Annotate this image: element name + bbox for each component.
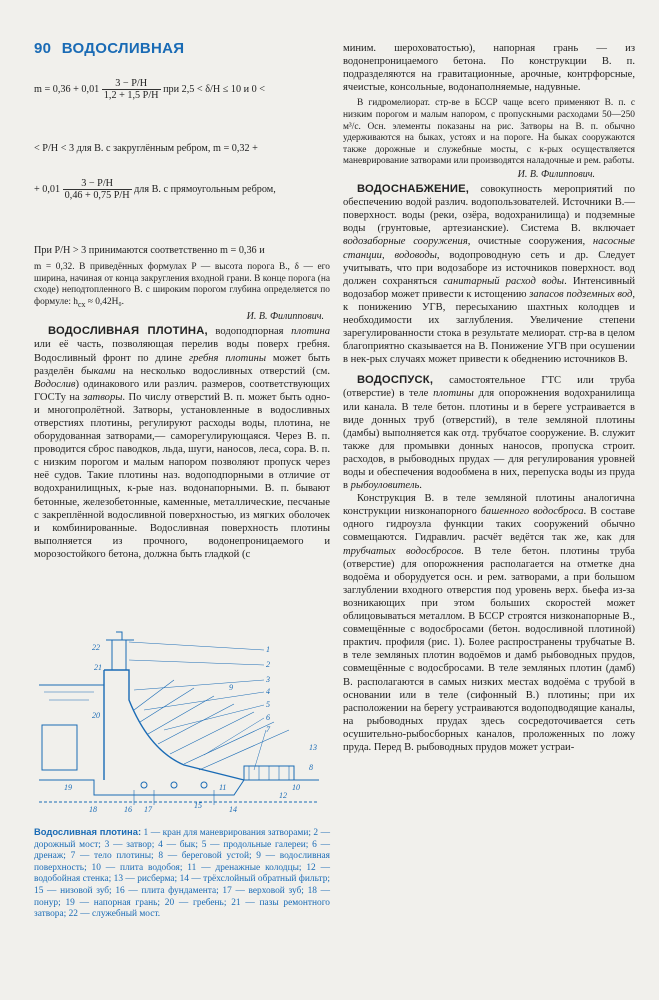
caption-title: Водосливная плотина: [34,826,142,837]
formula-1-numerator: 3 − P/H [102,78,161,90]
fig-label: 5 [266,700,270,709]
article-heading: ВОДОСЛИВНАЯ ПЛОТИНА, [48,325,208,338]
article-vodoslivnaya-plotina: ВОДОСЛИВНАЯ ПЛОТИНА, водоподпорная плотина или её часть, позволяющая перелив воды поверх гребня. Водосливный фронт по длине гребня плотины может быть разделён быками на несколько водосливных отверстий (см. Водослив) одинакового или различ. размеров, соответствующих ГОСТу на затворы. По числу отверстий В. п. может быть одно- и многопролётной. Затворы, установленные в водосливных отверстиях плотины, регулируют расходы воды, плотина, не оборудованная затворами,— саморегулирующаяся. Через В. п. проводится сброс паводков, льда, шуги, наносов, леса, сора. В. п. с низким порогом и малым напором позволяют пропуск через неё судов. Такие плотины наз. водоподпорными в отличие от водохранилищных, к-рые наз. водонапорными. В. п. бывают бетонные, железобетонные, каменные, металлические, песчаные с закреплённой водосливной поверхностью, из мягких оболочек и комбинированные. Водосливная поверхность плотины выполняется из прочного, водонепроницаемого и морозостойкого бетона, должна быть гладкой (с [34,325,330,560]
formula-3-denominator: 0,46 + 0,75 P/H [64,190,130,201]
formula-1-condition: при 2,5 < δ/H ≤ 10 и 0 < [163,83,265,95]
signature-2: И. В. Филиппович. [517,168,595,180]
running-title: ВОДОСЛИВНАЯ [61,40,185,57]
fig-label: 19 [64,783,72,792]
vodospusk-construction: Конструкция В. в теле земляной плотины аналогична конструкции низконапорного башенного водосброса. В составе одного гидроузла функции таких сооружений обычно совмещаются. Гидравлич. расчёт ведётся так же, как для трубчатых водосбросов. В теле бетон. плотины труба (отверстие) для опорожнения располагается на отметке дна водоёма и оборудуется осн. и рем. затворами, а при большом заглублении входного отверстия под уровень верх. бьефа из-за возникающих при этом больших скоростей может облицовываться металлом. В БССР строятся низконапорные В., совмещённые с водосбросами (бетон. водосливной плотиной) практич. профиля (рис. 1). Более распространены трубчатые В. в теле земляных плотин водоёмов и дамб рыбоводных прудов, совмещённые с водосбросами. В теле земляных плотин (дамб) В. располагаются в самых низких местах водоёма с трубой в основании или в теле (сифонный В.) плотины; при их расположении на берегу устраиваются водоподводящие каналы, на рыбоводных прудах здесь сосредоточивается сеть осушительно-рыбосборных каналов, проложенных по ложу пруда. Перед В. рыбоводных прудов может устраи- [343,493,635,753]
formula-3-numerator: 3 − P/H [63,178,132,190]
figure-caption [34,826,330,921]
fig-label: 21 [94,663,102,672]
bssr-note: В гидромелиорат. стр-ве в БССР чаще всего применяют В. п. с низким порогом и малым напором, с пропускными расходами 50—250 м³/с. Осн. элементы показаны на рис. Затворы на В. п. обычно удерживаются на быках, устоях и на пороге. На быках сооружаются также дорожные и служебные мосты, с к-рых осуществляется маневрирование затворами или производятся наладочные и рем. работы. [343,98,635,167]
article-vodospusk: ВОДОСПУСК, самостоятельное ГТС или труба (отверстие) в теле плотины для опорожнения водохранилища или канала. В теле бетон. плотины и в береге устраивается в виде донных труб (отверстий), в теле земляной плотины (дамбы) выполняется как отд. трубчатое сооружение. В. служит также для промывки донных наносов, пропуска строит. расходов, в рыбоводных прудах — для регулирования уровней воды и обеспечения водообмена в них, перепуска воды из пруда в рыбоуловитель. [343,374,635,492]
fig-label: 16 [124,805,132,814]
fig-label: 11 [219,783,227,792]
fig-label: 15 [194,801,202,810]
page-number: 90 [34,40,52,57]
formula-2-text: < P/H < 3 для В. с закруглённым ребром, m = 0,32 + [34,143,258,154]
left-column [34,262,330,561]
formula-1 [34,78,330,101]
fig-label: 14 [229,805,237,814]
article-vodosnabzhenie: ВОДОСНАБЖЕНИЕ, совокупность мероприятий по обеспечению водой различ. водопользователей. Источники В.— поверхност. воды (реки, озёра, водохранилища) и подземные воды (грунтовые, артезианские). Система В. включает водозаборные сооружения, очистные сооружения, насосные станции, водоводы, водопроводную сеть и др. Следует учитывать, что при водозаборе из источников поверхност. вод должен сохраняться санитарный расход воды. Интенсивный водозабор может привести к истощению запасов подземных вод, к понижению УГВ, пересыханию шахтных колодцев и необходимости их заглубления. Увеличение степени зарегулированности стока в результате мелиорат. стр-ва в целом благоприятно сказывается на В. Понижение УГВ при осушении в нек-рых случаях может привести к обеднению источников В. [343,183,636,366]
fig-label: 1 [266,645,270,654]
formula-explanation: m = 0,32. В приведённых формулах P — высота порога В., δ — его ширина, начиная от конца закругления входной грани. В конце порога (на сходе) неподтопленного В. с широким порогом глубина определяется по формуле: $h_{cx} \approx 0,42H_0$. [34,262,330,309]
formula-3-fraction [63,178,132,201]
signature-1: И. В. Филиппович. [246,311,324,323]
article-heading: ВОДОСПУСК, [357,374,434,387]
fig-label: 2 [266,660,270,669]
fig-label: 18 [89,805,97,814]
formula-3-lead: + 0,01 [34,183,61,195]
formula-1-fraction [102,78,161,101]
continuation-text: миним. шероховатостью), напорная грань — из водонепроницаемого бетона. По конструкции В. п. подразделяются на гравитационные, арочные, контрфорсные, ячеистые, консольные, водонаполняемые, надувные. [343,43,635,94]
fig-label: 10 [292,783,300,792]
dam-figure [34,630,330,820]
fig-label: 6 [266,713,270,722]
fig-label: 4 [266,687,270,696]
right-column [343,42,635,754]
fig-label: 8 [309,763,313,772]
fig-label: 12 [279,791,287,800]
formula-4 [34,245,330,256]
formula-1-lead: m = 0,36 + 0,01 [34,83,100,95]
formula-1-denominator: 1,2 + 1,5 P/H [103,90,159,101]
formula-4-text: При P/H > 3 принимаются соответственно m = 0,36 и [34,245,265,256]
fig-label: 20 [92,711,100,720]
fig-label: 13 [309,743,317,752]
caption-text: 1 — кран для маневрирования затворами; 2 — дорожный мост; 3 — затвор; 4 — бык; 5 — продольные галереи; 6 — дренаж; 7 — тело плотины; 8 — береговой устой; 9 — водосливная поверхность; 10 — плита водобоя; 11 — дренажные колодцы; 12 — водобойная стенка; 13 — рисберма; 14 — трёхслойный обратный фильтр; 15 — низовой зуб; 16 — плита фундамента; 17 — верховой зуб; 18 — понур; 19 — напорная грань; 20 — гребень; 21 — пазы ремонтного затвора; 22 — служебный мост. [34,828,330,920]
page-header [34,40,184,57]
dam-cross-section [34,630,330,820]
fig-label: 17 [144,805,152,814]
article-heading: ВОДОСНАБЖЕНИЕ, [357,183,470,196]
formula-3-condition: для В. с прямоугольным ребром, [134,183,276,195]
fig-label: 7 [266,725,270,734]
formula-2 [34,143,330,154]
fig-label: 22 [92,643,100,652]
formula-3 [34,178,330,201]
fig-label: 3 [266,675,270,684]
fig-label: 9 [229,683,233,692]
